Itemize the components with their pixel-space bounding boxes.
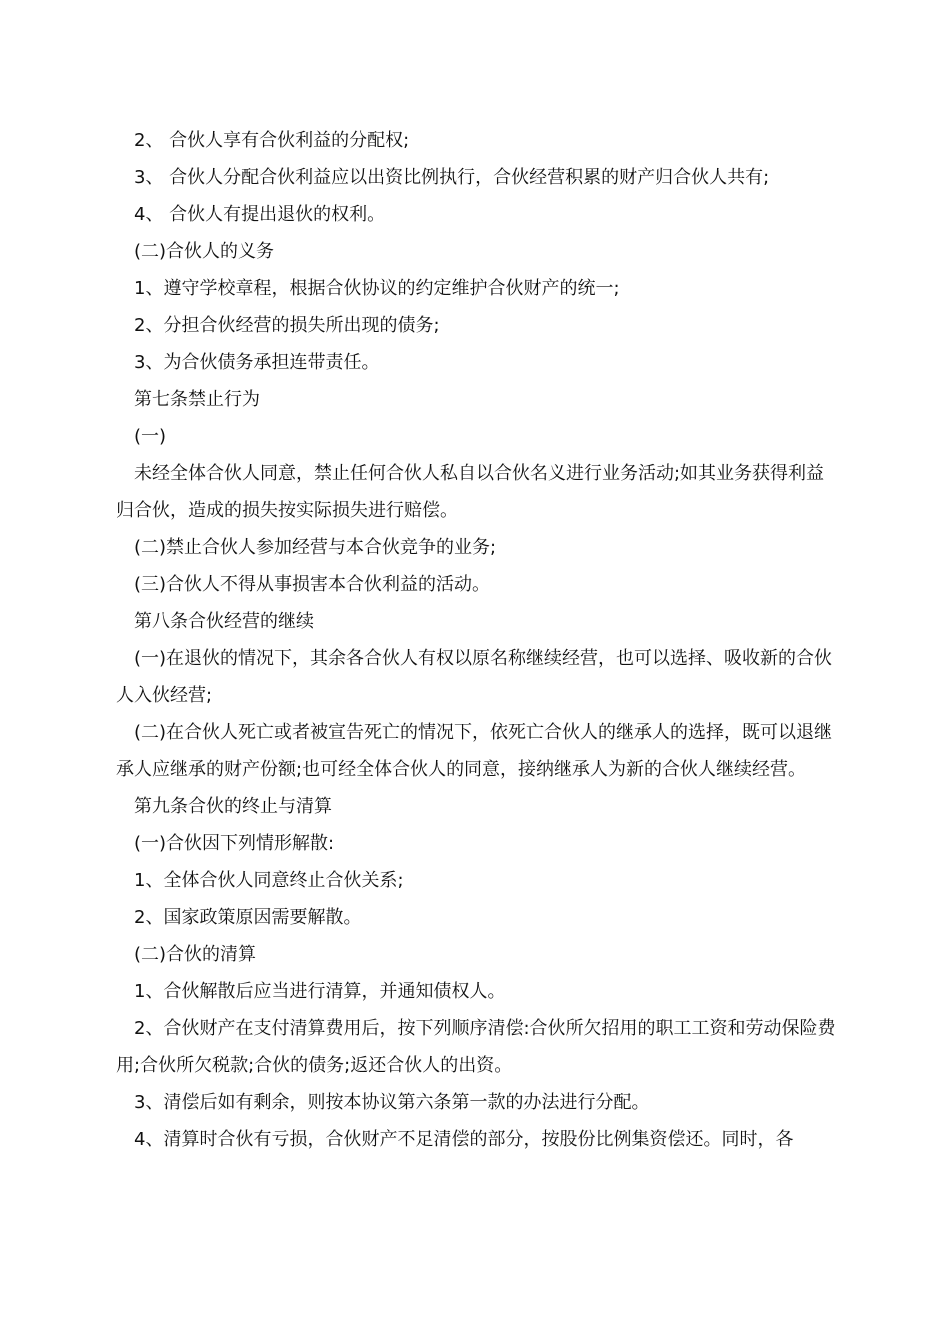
section-heading: 第九条合伙的终止与清算 <box>134 796 332 817</box>
paragraph: 3、 合伙人分配合伙利益应以出资比例执行，合伙经营积累的财产归合伙人共有; <box>134 167 770 188</box>
paragraph: 3、清偿后如有剩余，则按本协议第六条第一款的办法进行分配。 <box>134 1092 650 1113</box>
paragraph: (二)禁止合伙人参加经营与本合伙竞争的业务; <box>134 537 497 558</box>
paragraph: 1、全体合伙人同意终止合伙关系; <box>134 870 404 891</box>
paragraph: 2、合伙财产在支付清算费用后，按下列顺序清偿:合伙所欠招用的职工工资和劳动保险费用;合伙所欠税款;合伙的债务;返还合伙人的出资。 <box>116 1018 836 1076</box>
paragraph: (一)合伙因下列情形解散: <box>134 833 335 854</box>
paragraph: (二)合伙人的义务 <box>134 241 275 262</box>
paragraph: 2、国家政策原因需要解散。 <box>134 907 362 928</box>
paragraph: (一) <box>134 426 167 447</box>
paragraph: 2、分担合伙经营的损失所出现的债务; <box>134 315 440 336</box>
paragraph: 2、 合伙人享有合伙利益的分配权; <box>134 130 410 151</box>
section-heading: 第七条禁止行为 <box>134 389 260 410</box>
document-body <box>116 122 836 1158</box>
paragraph: 1、合伙解散后应当进行清算，并通知债权人。 <box>134 981 506 1002</box>
paragraph: 未经全体合伙人同意，禁止任何合伙人私自以合伙名义进行业务活动;如其业务获得利益归合伙，造成的损失按实际损失进行赔偿。 <box>116 463 825 521</box>
paragraph: (三)合伙人不得从事损害本合伙利益的活动。 <box>134 574 491 595</box>
paragraph: (二)在合伙人死亡或者被宣告死亡的情况下，依死亡合伙人的继承人的选择，既可以退继承人应继承的财产份额;也可经全体合伙人的同意，接纳继承人为新的合伙人继续经营。 <box>116 722 833 780</box>
section-heading: 第八条合伙经营的继续 <box>134 611 314 632</box>
paragraph: 4、 合伙人有提出退伙的权利。 <box>134 204 386 225</box>
paragraph: 1、遵守学校章程，根据合伙协议的约定维护合伙财产的统一; <box>134 278 620 299</box>
paragraph: 3、为合伙债务承担连带责任。 <box>134 352 380 373</box>
paragraph: (一)在退伙的情况下，其余各合伙人有权以原名称继续经营，也可以选择、吸收新的合伙人入伙经营; <box>116 648 833 706</box>
paragraph: (二)合伙的清算 <box>134 944 257 965</box>
paragraph: 4、清算时合伙有亏损，合伙财产不足清偿的部分，按股份比例集资偿还。同时，各 <box>134 1129 794 1150</box>
